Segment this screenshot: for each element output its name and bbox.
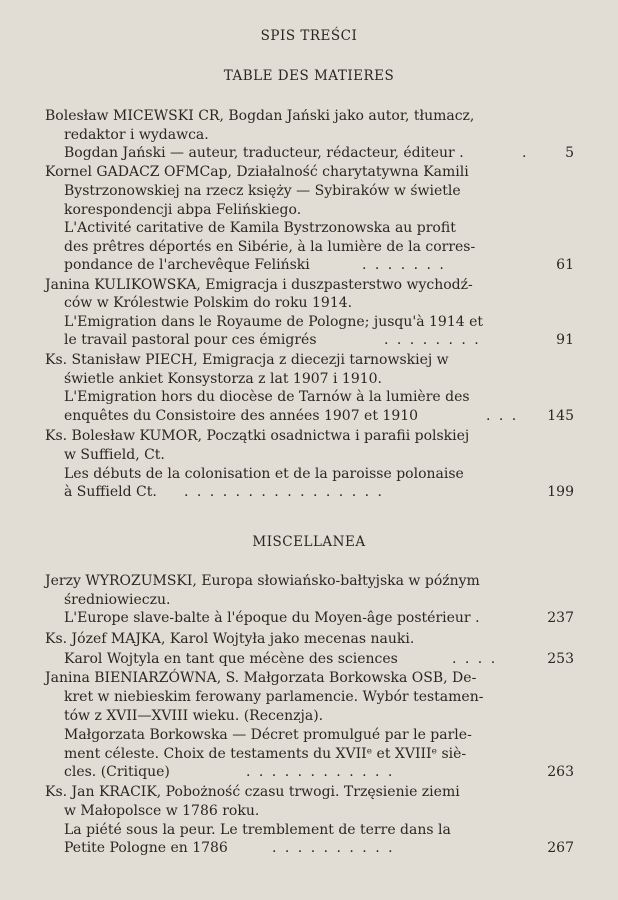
toc-entry-line: w Suffield, Ct. [64, 447, 165, 463]
toc-entry-line: Bogdan Jański — auteur, traducteur, rédacteur, éditeur . [64, 145, 464, 161]
page-subtitle: TABLE DES MATIERES [223, 68, 395, 84]
page-number: 5 [565, 145, 574, 161]
toc-entry-line: pondance de l'archevêque Feliński [64, 257, 310, 273]
toc-entry-line: Les débuts de la colonisation et de la paroisse polonaise [64, 466, 464, 482]
toc-entry-line: Kornel GADACZ OFMCap, Działalność charytatywna Kamili [45, 164, 469, 180]
toc-entry-line: w Małopolsce w 1786 roku. [64, 803, 260, 819]
toc-entry-line: Ks. Jan KRACIK, Pobożność czasu trwogi. Trzęsienie ziemi [45, 784, 460, 800]
toc-entry-line: Ks. Stanisław PIECH, Emigracja z diecezji tarnowskiej w [45, 352, 449, 368]
toc-entry-line: ment céleste. Choix de testaments du XVIIᵉ et XVIIIᵉ siè- [64, 746, 467, 762]
page-number: 91 [556, 332, 574, 348]
toc-entry-line: Jerzy WYROZUMSKI, Europa słowiańsko-bałtyjska w późnym [45, 573, 480, 589]
page-number: 145 [547, 408, 574, 424]
page-title: SPIS TREŚCI [260, 28, 358, 44]
toc-entry-line: świetle ankiet Konsystorza z lat 1907 i 1910. [64, 371, 382, 387]
toc-entry-line: enquêtes du Consistoire des années 1907 et 1910 [64, 408, 419, 424]
toc-entry-line: ców w Królestwie Polskim do roku 1914. [64, 295, 353, 311]
dot-leader: . . . . . . . . . . . . [246, 764, 395, 780]
toc-entry-line: kret w niebieskim ferowany parlamencie. Wybór testamen- [64, 689, 484, 705]
page-number: 267 [547, 840, 574, 856]
toc-entry-line: Janina BIENIARZÓWNA, S. Małgorzata Borkowska OSB, De- [45, 670, 477, 686]
toc-entry-line: Bystrzonowskiej na rzecz księży — Sybiraków w świetle [64, 183, 461, 199]
dot-leader: . . . [486, 408, 519, 424]
page-number: 199 [547, 484, 574, 500]
toc-entry-line: Małgorzata Borkowska — Décret promulgué par le parle- [64, 727, 472, 743]
toc-entry-line: Janina KULIKOWSKA, Emigracja i duszpasterstwo wychodź- [45, 277, 473, 293]
dot-leader: . . . . . . . [362, 257, 446, 273]
toc-entry-line: Petite Pologne en 1786 [64, 840, 228, 856]
toc-entry-line: L'Emigration hors du diocèse de Tarnów à la lumière des [64, 389, 470, 405]
toc-entry-line: L'Europe slave-balte à l'époque du Moyen-âge postérieur . [64, 610, 480, 626]
toc-entry-line: tów z XVII—XVIII wieku. (Recenzja). [64, 708, 324, 724]
page-number: 263 [547, 764, 574, 780]
dot-leader: . . . . . . . . . . . . . . . . [184, 484, 384, 500]
section-heading: MISCELLANEA [252, 534, 366, 550]
dot-leader: . [522, 145, 529, 161]
toc-entry-line: L'Emigration dans le Royaume de Pologne; jusqu'à 1914 et [64, 314, 484, 330]
toc-entry-line: L'Activité caritative de Kamila Bystrzonowska au profit [64, 220, 456, 236]
toc-entry-line: La piété sous la peur. Le tremblement de terre dans la [64, 822, 451, 838]
page-number: 237 [547, 610, 574, 626]
toc-entry-line: Bolesław MICEWSKI CR, Bogdan Jański jako autor, tłumacz, [45, 108, 475, 124]
toc-entry-line: redaktor i wydawca. [64, 127, 209, 143]
page-number: 61 [556, 257, 574, 273]
toc-entry-line: des prêtres déportés en Sibérie, à la lumière de la corres- [64, 239, 476, 255]
dot-leader: . . . . . . . . [384, 332, 481, 348]
toc-entry-line: Ks. Józef MAJKA, Karol Wojtyła jako mecenas nauki. [45, 631, 415, 647]
toc-entry-line: cles. (Critique) [64, 764, 170, 780]
toc-entry-line: Karol Wojtyla en tant que mécène des sciences [64, 651, 398, 667]
page-number: 253 [547, 651, 574, 667]
toc-entry-line: średniowieczu. [64, 592, 171, 608]
dot-leader: . . . . [452, 651, 498, 667]
toc-entry-line: le travail pastoral pour ces émigrés [64, 332, 317, 348]
toc-entry-line: à Suffield Ct. [64, 484, 157, 500]
toc-entry-line: Ks. Bolesław KUMOR, Początki osadnictwa i parafii polskiej [45, 428, 470, 444]
toc-entry-line: korespondencji abpa Felińskiego. [64, 202, 302, 218]
dot-leader: . . . . . . . . . . [272, 840, 395, 856]
